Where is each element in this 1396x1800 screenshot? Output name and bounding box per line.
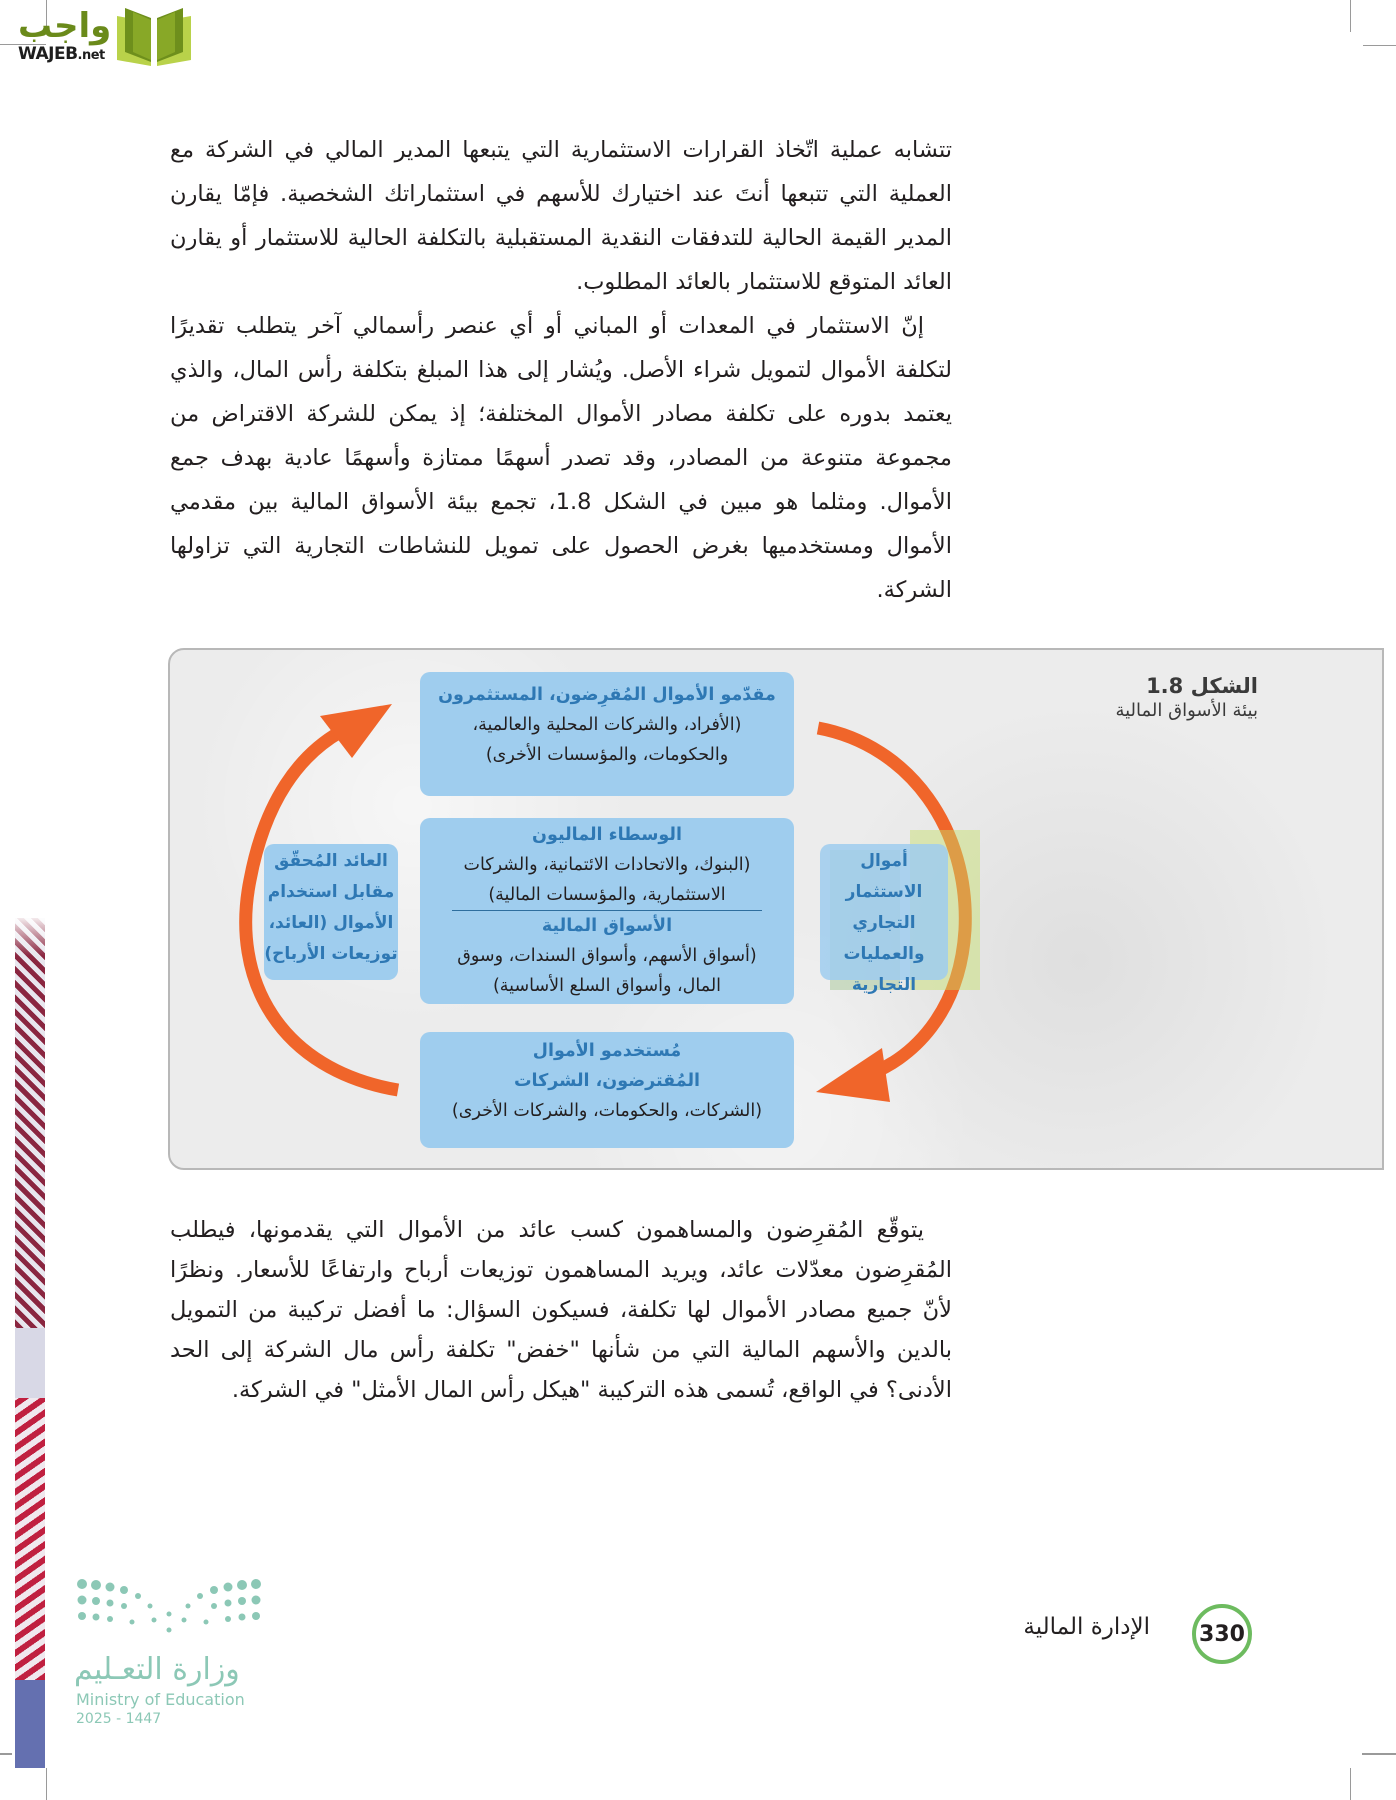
paragraph-3: يتوقّع المُقرِضون والمساهمون كسب عائد من الأموال التي يقدمونها، فيطلب المُقرِضون معدّلات عائد، ويريد المساهمون توزيعات أرباح وارتفاعًا للأسعار. ونظرًا لأنّ جميع مصادر الأموال لها تكلفة، فسيكون السؤال: ما أفضل تركيبة من التمويل بالدين والأسهم المالية التي من شأنها "خفض" تكلفة رأس مال الشركة إلى الحد الأدنى؟ في الواقع، تُسمى هذه التركيبة "هيكل رأس المال الأمثل" في الشركة. [170,1217,952,1403]
intermediaries-line: (البنوك، والاتحادات الائتمانية، والشركات [463,855,751,875]
page-number: 330 [1192,1604,1252,1664]
intro-text [170,128,952,612]
logo-latin-text: WAJEB.net [18,44,105,64]
crop-mark [1363,45,1396,46]
paragraph-2: إنّ الاستثمار في المعدات أو المباني أو أي عنصر رأسمالي آخر يتطلب تقديرًا لتكلفة الأموال لتمويل شراء الأصل. ويُشار إلى هذا المبلغ بتكلفة رأس المال، والذي يعتمد بدوره على تكلفة مصادر الأموال المختلفة؛ إذ يمكن للشركة الاقتراض من مجموعة متنوعة من المصادر، وقد تصدر أسهمًا ممتازة وأسهمًا عادية بهدف جمع الأموال. ومثلما هو مبين في الشكل 1.8، تجمع بيئة الأسواق المالية بين مقدمي الأموال ومستخدميها بغرض الحصول على تمويل للنشاطات التجارية التي تزاولها الشركة. [170,313,952,603]
box-fund-suppliers [420,672,794,796]
returns-line: العائد المُحقّق [274,851,388,871]
users-heading: المُقترضون، الشركات [513,1071,701,1091]
book-title: الإدارة المالية [1023,1614,1150,1640]
suppliers-line: (الأفراد، والشركات المحلية والعالمية، [472,715,742,735]
wajeb-logo[interactable] [8,4,198,70]
users-heading: مُستخدمو الأموال [532,1041,682,1061]
crop-mark [1362,1753,1396,1755]
returns-line: الأموال (العائد، [268,913,394,933]
markets-line: (أسواق الأسهم، وأسواق السندات، وسوق [457,946,757,966]
open-book-icon [113,6,195,68]
crop-mark [0,1753,12,1755]
investment-line: أموال الاستثمار [845,851,923,902]
logo-arabic-text: واجب [18,6,112,46]
paragraph-1: تتشابه عملية اتّخاذ القرارات الاستثمارية التي يتبعها المدير المالي في الشركة مع العملية التي تتبعها أنتَ عند اختيارك للأسهم في استثماراتك الشخصية. فإمّا يقارن المدير القيمة الحالية للتدفقات النقدية المستقبلية بالتكلفة الحالية للاستثمار أو يقارن العائد المتوقع للاستثمار بالعائد المطلوب. [170,137,952,295]
crop-mark [1350,1768,1351,1800]
suppliers-heading: مقدّمو الأموال المُقرِضون، المستثمرون [438,685,776,705]
figure-title: بيئة الأسواق المالية [1115,700,1258,721]
investment-line: التجارية [851,975,917,995]
box-intermediaries-markets [420,818,794,1004]
markets-heading: الأسواق المالية [541,916,673,936]
ministry-name-arabic: وزارة التعـليم [74,1652,240,1687]
side-color-strip [15,1680,45,1768]
figure-caption [1115,674,1258,721]
returns-line: مقابل استخدام [267,882,395,902]
investment-line: والعمليات [843,944,925,964]
ministry-year: 2025 - 1447 [76,1711,162,1727]
investment-line: التجاري [852,913,916,933]
markets-line: المال، وأسواق السلع الأساسية) [492,976,722,996]
crop-mark [1350,0,1351,32]
figure-financial-markets [168,648,1384,1170]
returns-line: توزيعات الأرباح) [264,944,398,964]
users-line: (الشركات، والحكومات، والشركات الأخرى) [451,1101,763,1121]
box-fund-users [420,1032,794,1148]
intermediaries-heading: الوسطاء الماليون [532,825,682,845]
closing-text [170,1210,952,1410]
figure-number: الشكل 1.8 [1146,674,1258,698]
intermediaries-line: الاستثمارية، والمؤسسات المالية) [488,885,726,905]
crop-mark [46,1768,47,1800]
suppliers-line: والحكومات، والمؤسسات الأخرى) [485,745,729,765]
box-realized-returns [264,844,398,980]
side-decorative-photo [15,918,45,1680]
ministry-name-english: Ministry of Education [76,1690,245,1709]
box-investment-funds [820,844,948,995]
ministry-logo-icon [74,1576,264,1636]
